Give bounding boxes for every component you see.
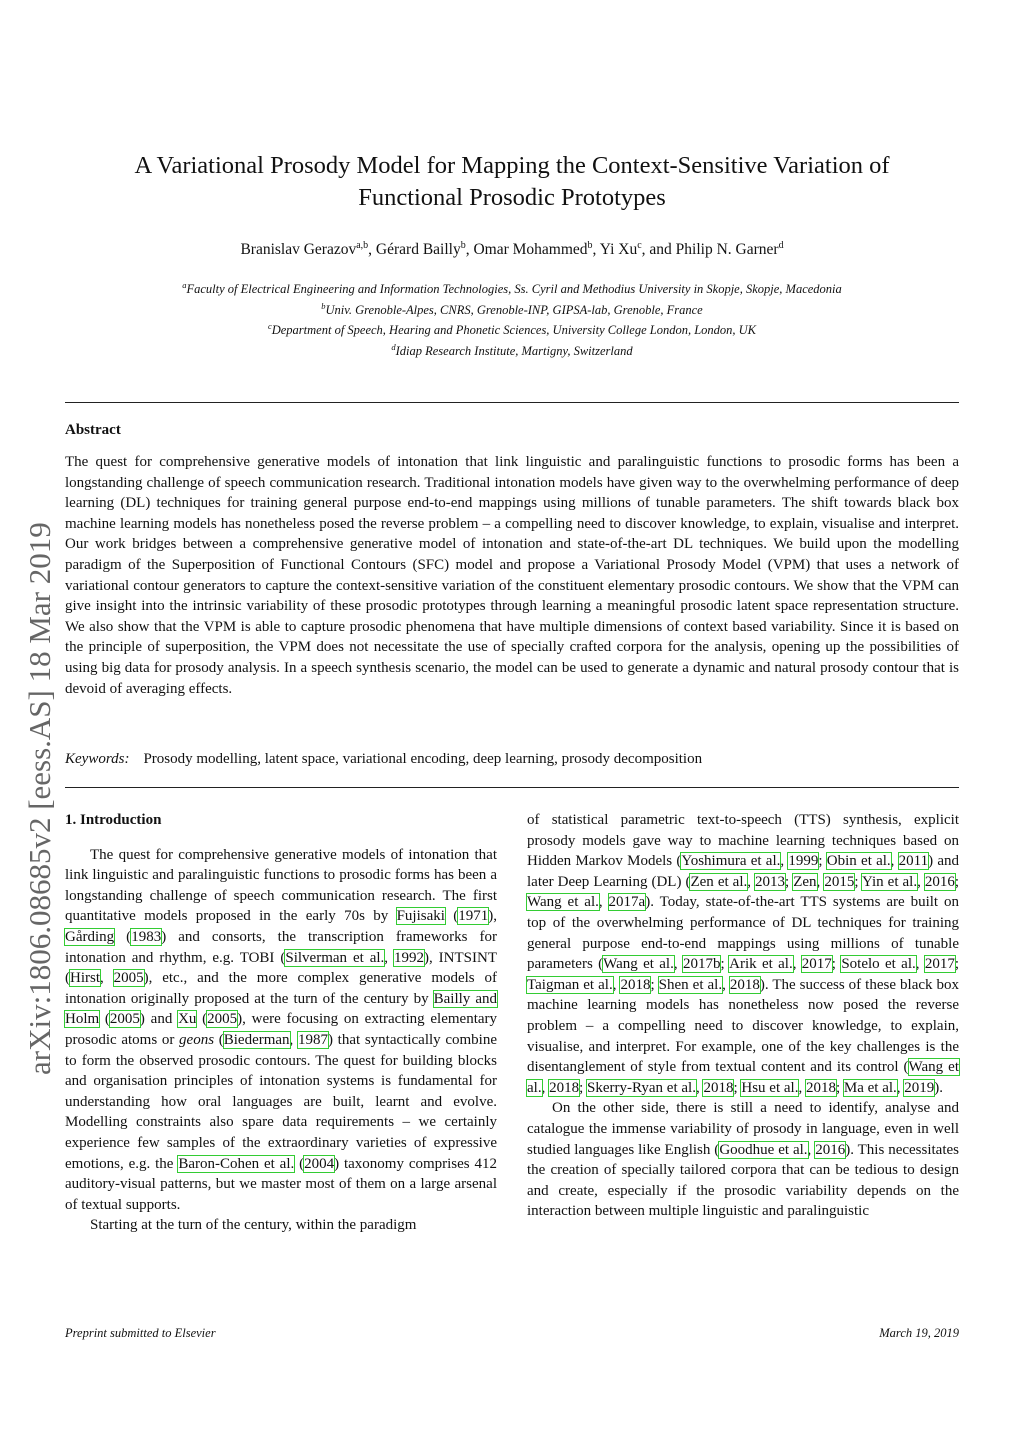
footer-date: March 19, 2019 [879, 1326, 959, 1340]
citation-link[interactable]: 1987 [297, 1031, 328, 1048]
title-line-1: A Variational Prosody Model for Mapping the Context-Sensitive Variation of [134, 152, 890, 179]
citation-link[interactable]: 1983 [131, 928, 162, 945]
footer-preprint-note: Preprint submitted to Elsevier [65, 1326, 216, 1340]
citation-link[interactable]: Wang et al. [527, 894, 599, 911]
citation-link[interactable]: 1971 [458, 908, 489, 925]
section-heading-introduction: 1. Introduction [65, 812, 162, 828]
author-name: Yi Xu [599, 241, 638, 259]
citation-link[interactable]: 2018 [549, 1079, 580, 1096]
citation-link[interactable]: 2016 [815, 1141, 846, 1158]
author-affiliation-mark: d [778, 240, 784, 251]
citation-link[interactable]: Yin et al. [861, 873, 918, 890]
author-list: Branislav Gerazov$^{a,b}$, Gérard Bailly$^b$, Omar Mohammed$^b$, Yi Xu$^c$, and Philip N. Garner$^d$ [240, 240, 784, 259]
citation-link[interactable]: Arik et al. [729, 956, 793, 973]
left-column [65, 810, 497, 1236]
affiliation-item [70, 318, 954, 339]
citation-link[interactable]: 2017 [924, 956, 955, 973]
affiliation-text: Faculty of Electrical Engineering and Information Technologies, Ss. Cyril and Methodius University in Skopje, Skopje, Macedonia [186, 282, 842, 297]
intro-paragraph-1: The quest for comprehensive generative models of intonation that link linguistic and paralinguistic functions to prosodic forms has been a longstanding challenge of speech communication research. The first quantitative models proposed in the early 70s by Fujisaki (1971), Gårding (1983) and consorts, the transcription frameworks for intonation and rhythm, e.g. TOBI (Silverman et al., 1992), INTSINT (Hirst, 2005), etc., and the more complex generative models of intonation originally proposed at the turn of the century by Bailly and Holm (2005) and Xu (2005), were focusing on extracting elementary prosodic atoms or geons (Biederman, 1987) that syntactically combine to form the observed prosodic contours. The quest for building blocks and organisation principles of intonation systems is fundamental for understanding how oral languages are built, learnt and evolve. Modelling constraints also spare data requirements – we certainly experience few samples of the extraordinary varieties of expressive emotions, e.g. the Baron-Cohen et al. (2004) taxonomy comprises 412 auditory-visual patterns, but we master most of them on a large arsenal of textual supports. [65, 846, 498, 1213]
citation-link[interactable]: 2017b [682, 956, 721, 973]
affiliation-mark: d [391, 341, 396, 352]
arxiv-identifier: arXiv:1806.08685v2 [eess.AS] 18 Mar 2019 [22, 522, 57, 1075]
author-name: Gérard Bailly [375, 241, 461, 259]
citation-link[interactable]: 2004 [304, 1155, 335, 1172]
citation-link[interactable]: 2018 [729, 976, 760, 993]
author-affiliation-mark: c [637, 240, 642, 251]
citation-link[interactable]: Shen et al. [658, 976, 723, 993]
intro-paragraph-4: On the other side, there is still a need to identify, analyse and catalogue the immense variability of prosody in language, even in well studied languages like English (Goodhue et al., 2016). This necessitates the creation of specially tailored corpora that can be tedious to design and create, especially if the prosodic variability depends on the interaction between multiple linguistic and paralinguistic [527, 1100, 960, 1220]
citation-link[interactable]: Yoshimura et al. [681, 853, 781, 870]
citation-link[interactable]: 2005 [109, 1011, 140, 1028]
affiliation-item [70, 298, 954, 319]
citation-link[interactable]: 2013 [755, 873, 786, 890]
citation-link[interactable]: 1999 [788, 853, 819, 870]
citation-link[interactable]: Gårding [65, 928, 115, 945]
paper-title [70, 150, 954, 214]
citation-link[interactable]: 2005 [113, 970, 144, 987]
citation-link[interactable]: 2018 [805, 1079, 836, 1096]
emphasis-term: geons [179, 1031, 215, 1048]
author-affiliation-mark: a,b [356, 240, 369, 251]
author-separator: , and [641, 241, 676, 259]
affiliation-item [70, 277, 954, 298]
citation-link[interactable]: Ma et al. [843, 1079, 897, 1096]
citation-link[interactable]: Zen et al. [690, 873, 748, 890]
citation-link[interactable]: 2016 [924, 873, 955, 890]
affiliation-text: Univ. Grenoble-Alpes, CNRS, Grenoble-INP, GIPSA-lab, Grenoble, France [325, 302, 703, 317]
keywords-label: Keywords: [65, 751, 130, 767]
citation-link[interactable]: Hsu et al. [741, 1079, 799, 1096]
citation-link[interactable]: Xu [178, 1011, 197, 1028]
author-affiliation-mark: b [460, 240, 466, 251]
citation-link[interactable]: Biederman [223, 1031, 290, 1048]
citation-link[interactable]: Goodhue et al. [719, 1141, 808, 1158]
right-column [527, 810, 959, 1222]
citation-link[interactable]: Wang et al. [603, 956, 674, 973]
citation-link[interactable]: 2019 [904, 1079, 935, 1096]
citation-link[interactable]: 2011 [898, 853, 929, 870]
citation-link[interactable]: 2017 [801, 956, 832, 973]
affiliation-text: Department of Speech, Hearing and Phonetic Sciences, University College London, London, UK [271, 323, 757, 338]
affiliation-item [70, 339, 954, 360]
abstract-bottom-rule [65, 787, 959, 788]
citation-link[interactable]: Wang et al. [527, 1059, 959, 1096]
intro-paragraph-3: of statistical parametric text-to-speech (TTS) synthesis, explicit prosody models gave way to machine learning techniques based on Hidden Markov Models (Yoshimura et al., 1999; Obin et al., 2011) and later Deep Learning (DL) (Zen et al., 2013; Zen, 2015; Yin et al., 2016; Wang et al., 2017a). Today, state-of-the-art TTS systems are built on top of the overwhelming performance of DL techniques for training general purpose end-to-end mappings using millions of tunable parameters (Wang et al., 2017b; Arik et al., 2017; Sotelo et al., 2017; Taigman et al., 2018; Shen et al., 2018). The success of these black box machine learning models has nonetheless now posed the reverse problem – a compelling need to discover knowledge, to explain, visualise, and interpret. For example, one of the key challenges is the disentanglement of style from textual content and its control (Wang et al., 2018; Skerry-Ryan et al., 2018; Hsu et al., 2018; Ma et al., 2019). [527, 812, 960, 1096]
citation-link[interactable]: 2005 [207, 1011, 238, 1028]
citation-link[interactable]: Fujisaki [396, 908, 445, 925]
citation-link[interactable]: Baron-Cohen et al. [178, 1155, 295, 1172]
affiliation-mark: b [321, 300, 326, 311]
author-affiliation-mark: b [587, 240, 593, 251]
citation-link[interactable]: 2018 [620, 976, 651, 993]
author-name: Branislav Gerazov [240, 241, 357, 259]
affiliation-list [70, 277, 954, 360]
citation-link[interactable]: 2017a [608, 894, 646, 911]
citation-link[interactable]: 2015 [824, 873, 855, 890]
title-line-2: Functional Prosodic Prototypes [358, 184, 666, 211]
author-name: Philip N. Garner [675, 241, 779, 259]
citation-link[interactable]: Zen [793, 873, 817, 890]
keywords-text: Prosody modelling, latent space, variational encoding, deep learning, prosody decomposition [143, 751, 703, 767]
affiliation-mark: c [267, 321, 272, 332]
intro-paragraph-2: Starting at the turn of the century, within the paradigm [90, 1217, 417, 1234]
author-name: Omar Mohammed [473, 241, 588, 259]
keywords-line [65, 751, 702, 768]
affiliation-mark: a [182, 280, 187, 290]
citation-link[interactable]: Silverman et al. [285, 949, 385, 966]
citation-link[interactable]: 2018 [703, 1079, 734, 1096]
citation-link[interactable]: 1992 [393, 949, 424, 966]
citation-link[interactable]: Taigman et al. [527, 976, 613, 993]
affiliation-text: Idiap Research Institute, Martigny, Switzerland [395, 344, 633, 359]
abstract-top-rule [65, 402, 959, 403]
citation-link[interactable]: Bailly and Holm [65, 990, 497, 1028]
citation-link[interactable]: Hirst [70, 970, 100, 987]
citation-link[interactable]: Obin et al. [826, 853, 891, 870]
abstract-body: The quest for comprehensive generative models of intonation that link linguistic and paralinguistic functions to prosodic forms has been a longstanding challenge of speech communication research. Traditional intonation models have given way to the overwhelming performance of deep learning (DL) techniques for training general purpose end-to-end mappings using millions of tunable parameters. The shift towards black box machine learning models has nonetheless posed the reverse problem – a compelling need to discover knowledge, to explain, visualise and interpret. Our work bridges between a comprehensive generative model of intonation and state-of-the-art DL techniques. We build upon the modelling paradigm of the Superposition of Functional Contours (SFC) model and propose a Variational Prosody Model (VPM) that uses a network of variational contour generators to capture the context-sensitive variation of the constituent elementary prosodic contours. We show that the VPM can give insight into the intrinsic variability of these prosodic prototypes through learning a meaningful prosodic latent space representation structure. We also show that the VPM is able to capture prosodic phenomena that have multiple dimensions of context based variability. Since it is based on the principle of superposition, the VPM does not necessitate the use of specially crafted corpora for the analysis, opening up the possibilities of using big data for prosody analysis. In a speech synthesis scenario, the model can be used to generate a dynamic and natural prosody contour that is devoid of averaging effects. [65, 454, 959, 697]
abstract-heading: Abstract [65, 422, 121, 438]
citation-link[interactable]: Sotelo et al. [841, 956, 916, 973]
citation-link[interactable]: Skerry-Ryan et al. [587, 1079, 696, 1096]
